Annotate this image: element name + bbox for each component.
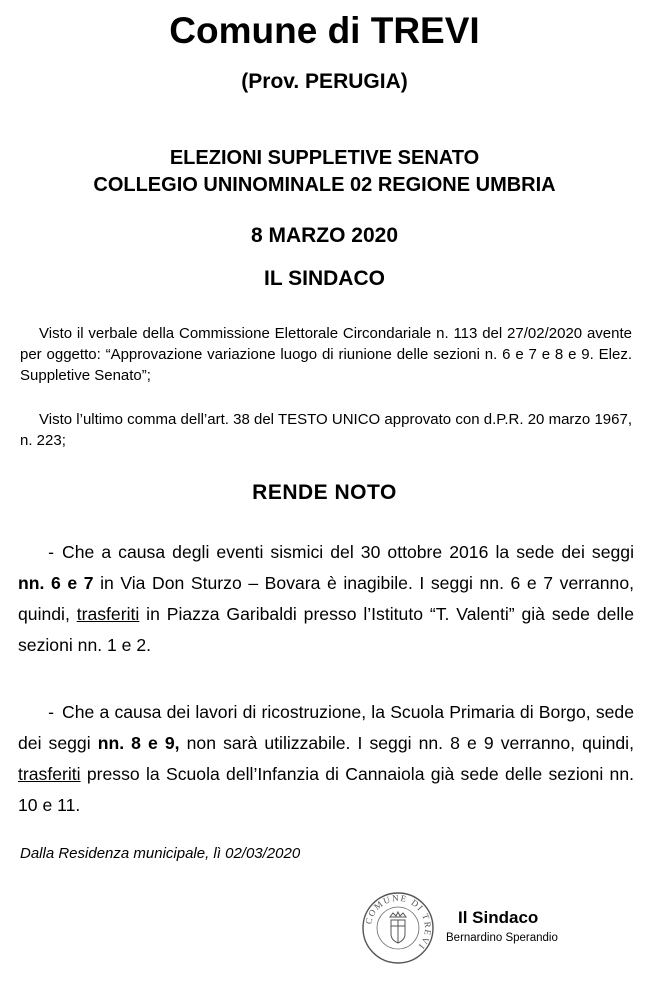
municipal-seal-icon xyxy=(360,890,436,966)
consideration-paragraph xyxy=(20,409,632,451)
signature-title: Il Sindaco xyxy=(458,908,539,927)
seal-text: COMUNE DI TREVI xyxy=(363,892,434,952)
announcement-item xyxy=(18,697,634,821)
consideration-text: Visto l’ultimo comma dell’art. 38 del TESTO UNICO approvato con d.P.R. 20 marzo 1967, n. 223; xyxy=(20,411,632,449)
item-underlined-word: trasferiti xyxy=(18,764,81,784)
announcement-heading: RENDE NOTO xyxy=(252,481,397,504)
item-seats-bold: nn. 6 e 7 xyxy=(18,573,94,593)
consideration-paragraph xyxy=(20,323,632,386)
consideration-text: Visto il verbale della Commissione Elettorale Circondariale n. 113 del 27/02/2020 avente per oggetto: “Approvazione variazione luogo di riunione delle sezioni n. 6 e 7 e 8 e 9. Elez. Suppletive Senato”; xyxy=(20,325,632,384)
item-text: Che a causa degli eventi sismici del 30 ottobre 2016 la sede dei seggi xyxy=(62,542,634,562)
announcement-item xyxy=(18,537,634,661)
item-seats-bold: nn. 8 e 9, xyxy=(97,733,180,753)
election-heading-line1: ELEZIONI SUPPLETIVE SENATO xyxy=(169,147,480,169)
list-dash: - xyxy=(48,542,54,562)
office-heading: IL SINDACO xyxy=(264,267,385,290)
signature-name: Bernardino Sperandio xyxy=(446,932,558,944)
item-text: non sarà utilizzabile. I seggi nn. 8 e 9 verranno, quindi, xyxy=(179,733,634,753)
item-text: Che a causa dei lavori di ricostruzione, la Scuola Primaria di Borgo, sede dei seggi xyxy=(18,702,634,753)
province-subtitle: (Prov. PERUGIA) xyxy=(241,70,408,93)
item-text: in Via Don Sturzo – Bovara è inagibile. I seggi nn. 6 e 7 verranno, quindi, xyxy=(18,573,634,624)
place-and-date: Dalla Residenza municipale, lì 02/03/2020 xyxy=(20,845,301,862)
election-heading-line2: COLLEGIO UNINOMINALE 02 REGIONE UMBRIA xyxy=(93,174,556,196)
document-title: Comune di TREVI xyxy=(169,10,480,51)
election-date: 8 MARZO 2020 xyxy=(250,224,399,247)
item-text: in Piazza Garibaldi presso l’Istituto “T. Valenti” già sede delle sezioni nn. 1 e 2. xyxy=(18,604,635,655)
list-dash: - xyxy=(48,702,54,722)
item-underlined-word: trasferiti xyxy=(76,604,140,624)
item-text: presso la Scuola dell’Infanzia di Cannaiola già sede delle sezioni nn. 10 e 11. xyxy=(18,764,634,815)
